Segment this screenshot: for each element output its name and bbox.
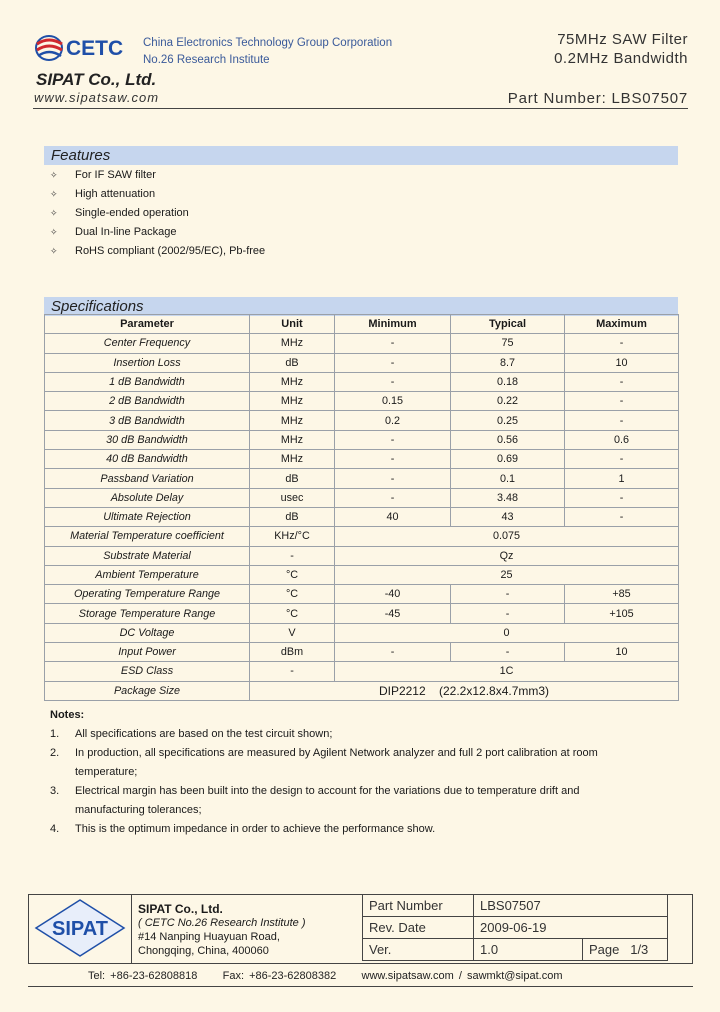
features-list <box>48 166 265 261</box>
page-value: 1/3 <box>630 942 649 957</box>
min-cell: - <box>335 372 451 391</box>
header-divider <box>33 108 688 109</box>
website-link[interactable]: www.sipatsaw.com <box>34 90 160 105</box>
table-row <box>45 585 679 604</box>
header-unit: Unit <box>250 315 335 334</box>
notes-title: Notes: <box>50 709 85 721</box>
footer-institute: ( CETC No.26 Research Institute ) <box>138 917 306 929</box>
version-value: 1.0 <box>474 939 583 961</box>
min-cell: - <box>335 488 451 507</box>
footer-address-1: #14 Nanping Huayuan Road, <box>138 931 280 943</box>
param-cell: Input Power <box>45 643 250 662</box>
typ-cell: - <box>451 585 565 604</box>
unit-cell: MHz <box>250 411 335 430</box>
typ-cell: - <box>451 643 565 662</box>
value-cell: 1C <box>335 662 679 681</box>
footer-company <box>138 902 306 958</box>
note-item <box>50 782 650 801</box>
min-cell: 40 <box>335 507 451 526</box>
table-header-row <box>45 315 679 334</box>
page-indicator <box>583 939 668 961</box>
value-cell: 0 <box>335 623 679 642</box>
table-row <box>45 469 679 488</box>
table-row <box>45 372 679 391</box>
param-cell: Ambient Temperature <box>45 565 250 584</box>
note-text: This is the optimum impedance in order to achieve the performance show. <box>75 823 436 835</box>
typ-cell: 43 <box>451 507 565 526</box>
unit-cell: MHz <box>250 450 335 469</box>
param-cell: 30 dB Bandwidth <box>45 430 250 449</box>
param-cell: Ultimate Rejection <box>45 507 250 526</box>
header-typical: Typical <box>451 315 565 334</box>
table-row <box>45 507 679 526</box>
max-cell: 0.6 <box>565 430 679 449</box>
brand-name: SIPAT Co., Ltd. <box>36 70 157 89</box>
footer-separator <box>131 894 132 964</box>
value-cell: 25 <box>335 565 679 584</box>
min-cell: -40 <box>335 585 451 604</box>
unit-cell: dB <box>250 353 335 372</box>
table-row <box>45 527 679 546</box>
typ-cell: 0.22 <box>451 392 565 411</box>
footer-company-name: SIPAT Co., Ltd. <box>138 902 223 916</box>
max-cell: - <box>565 488 679 507</box>
feature-item: ✧ Dual In-line Package <box>48 223 265 242</box>
rev-date-label: Rev. Date <box>363 917 474 939</box>
typ-cell: 0.1 <box>451 469 565 488</box>
footer-info-table <box>362 894 668 961</box>
part-number-value: LBS07507 <box>474 895 668 917</box>
note-number: 3. <box>50 785 60 797</box>
param-cell: Material Temperature coefficient <box>45 527 250 546</box>
feature-item: ✧ For IF SAW filter <box>48 166 265 185</box>
note-item <box>50 820 650 839</box>
sipat-logo <box>34 898 126 958</box>
table-row <box>45 450 679 469</box>
unit-cell: MHz <box>250 392 335 411</box>
min-cell: - <box>335 334 451 353</box>
typ-cell: 0.69 <box>451 450 565 469</box>
document-title <box>554 30 688 68</box>
param-cell: 40 dB Bandwidth <box>45 450 250 469</box>
note-number: 2. <box>50 747 60 759</box>
table-row <box>45 662 679 681</box>
max-cell: - <box>565 450 679 469</box>
min-cell: - <box>335 353 451 372</box>
unit-cell: °C <box>250 565 335 584</box>
param-cell: 1 dB Bandwidth <box>45 372 250 391</box>
param-cell: Substrate Material <box>45 546 250 565</box>
note-text: In production, all specifications are measured by Agilent Network analyzer and full 2 port calibration at room <box>75 747 598 759</box>
typ-cell: 0.56 <box>451 430 565 449</box>
typ-cell: 0.25 <box>451 411 565 430</box>
page-label: Page <box>589 942 620 957</box>
typ-cell: 75 <box>451 334 565 353</box>
title-line-2: 0.2MHz Bandwidth <box>554 50 688 67</box>
typ-cell: 3.48 <box>451 488 565 507</box>
note-text: temperature; <box>75 766 138 778</box>
param-cell: Insertion Loss <box>45 353 250 372</box>
note-item <box>50 725 650 744</box>
sipat-logo-text: SIPAT <box>52 918 108 940</box>
max-cell: 1 <box>565 469 679 488</box>
param-cell: 3 dB Bandwidth <box>45 411 250 430</box>
max-cell: - <box>565 392 679 411</box>
table-row <box>45 353 679 372</box>
unit-cell: - <box>250 546 335 565</box>
param-cell: Center Frequency <box>45 334 250 353</box>
max-cell: 10 <box>565 643 679 662</box>
min-cell: - <box>335 469 451 488</box>
value-cell: DIP2212 (22.2x12.8x4.7mm3) <box>250 681 679 700</box>
param-cell: Storage Temperature Range <box>45 604 250 623</box>
unit-cell: MHz <box>250 334 335 353</box>
unit-cell: usec <box>250 488 335 507</box>
min-cell: -45 <box>335 604 451 623</box>
header-parameter: Parameter <box>45 315 250 334</box>
max-cell: +85 <box>565 585 679 604</box>
param-cell: Package Size <box>45 681 250 700</box>
features-heading: Features <box>44 146 678 165</box>
note-item <box>50 801 650 820</box>
param-cell: 2 dB Bandwidth <box>45 392 250 411</box>
table-row <box>45 392 679 411</box>
param-cell: ESD Class <box>45 662 250 681</box>
unit-cell: dB <box>250 469 335 488</box>
feature-item: ✧ RoHS compliant (2002/95/EC), Pb-free <box>48 242 265 261</box>
unit-cell: MHz <box>250 430 335 449</box>
unit-cell: °C <box>250 585 335 604</box>
value-cell: Qz <box>335 546 679 565</box>
min-cell: 0.15 <box>335 392 451 411</box>
note-number <box>50 763 75 782</box>
unit-cell: V <box>250 623 335 642</box>
note-number: 1. <box>50 728 60 740</box>
title-line-1: 75MHz SAW Filter <box>557 31 688 48</box>
specifications-table <box>44 314 679 701</box>
version-label: Ver. <box>363 939 474 961</box>
note-number <box>50 801 75 820</box>
header-part-number: Part Number: LBS07507 <box>507 90 688 107</box>
note-number: 4. <box>50 823 60 835</box>
max-cell: 10 <box>565 353 679 372</box>
param-cell: Absolute Delay <box>45 488 250 507</box>
table-row <box>45 565 679 584</box>
table-row <box>45 643 679 662</box>
table-row <box>45 681 679 700</box>
max-cell: +105 <box>565 604 679 623</box>
typ-cell: 0.18 <box>451 372 565 391</box>
feature-item: ✧ High attenuation <box>48 185 265 204</box>
part-number-label: Part Number <box>363 895 474 917</box>
min-cell: - <box>335 450 451 469</box>
company-name <box>143 35 392 69</box>
min-cell: - <box>335 643 451 662</box>
unit-cell: KHz/°C <box>250 527 335 546</box>
note-item <box>50 744 650 763</box>
table-row <box>45 430 679 449</box>
max-cell: - <box>565 334 679 353</box>
typ-cell: - <box>451 604 565 623</box>
note-text: All specifications are based on the test circuit shown; <box>75 728 333 740</box>
max-cell: - <box>565 507 679 526</box>
min-cell: - <box>335 430 451 449</box>
table-row <box>45 604 679 623</box>
cetc-logo-text: CETC <box>66 37 124 60</box>
company-line-2: No.26 Research Institute <box>143 54 270 66</box>
unit-cell: dB <box>250 507 335 526</box>
value-cell: 0.075 <box>335 527 679 546</box>
unit-cell: dBm <box>250 643 335 662</box>
note-text: manufacturing tolerances; <box>75 804 202 816</box>
param-cell: DC Voltage <box>45 623 250 642</box>
notes <box>50 706 650 839</box>
note-item <box>50 763 650 782</box>
param-cell: Passband Variation <box>45 469 250 488</box>
footer-divider <box>28 986 693 987</box>
max-cell: - <box>565 372 679 391</box>
unit-cell: - <box>250 662 335 681</box>
table-row <box>45 623 679 642</box>
header-minimum: Minimum <box>335 315 451 334</box>
header-maximum: Maximum <box>565 315 679 334</box>
note-text: Electrical margin has been built into the design to account for the variations due to temperature drift and <box>75 785 580 797</box>
unit-cell: °C <box>250 604 335 623</box>
table-row <box>45 546 679 565</box>
param-cell: Operating Temperature Range <box>45 585 250 604</box>
min-cell: 0.2 <box>335 411 451 430</box>
table-row <box>45 488 679 507</box>
table-row <box>45 411 679 430</box>
company-line-1: China Electronics Technology Group Corporation <box>143 37 393 49</box>
footer-contact: Tel: +86-23-62808818 Fax: +86-23-62808382 www.sipatsaw.com / sawmkt@sipat.com <box>88 970 563 982</box>
max-cell: - <box>565 411 679 430</box>
table-row <box>45 334 679 353</box>
unit-cell: MHz <box>250 372 335 391</box>
feature-item: ✧ Single-ended operation <box>48 204 265 223</box>
cetc-logo <box>34 28 134 68</box>
typ-cell: 8.7 <box>451 353 565 372</box>
specifications-heading: Specifications <box>44 297 678 316</box>
footer-address-2: Chongqing, China, 400060 <box>138 945 269 957</box>
rev-date-value: 2009-06-19 <box>474 917 668 939</box>
